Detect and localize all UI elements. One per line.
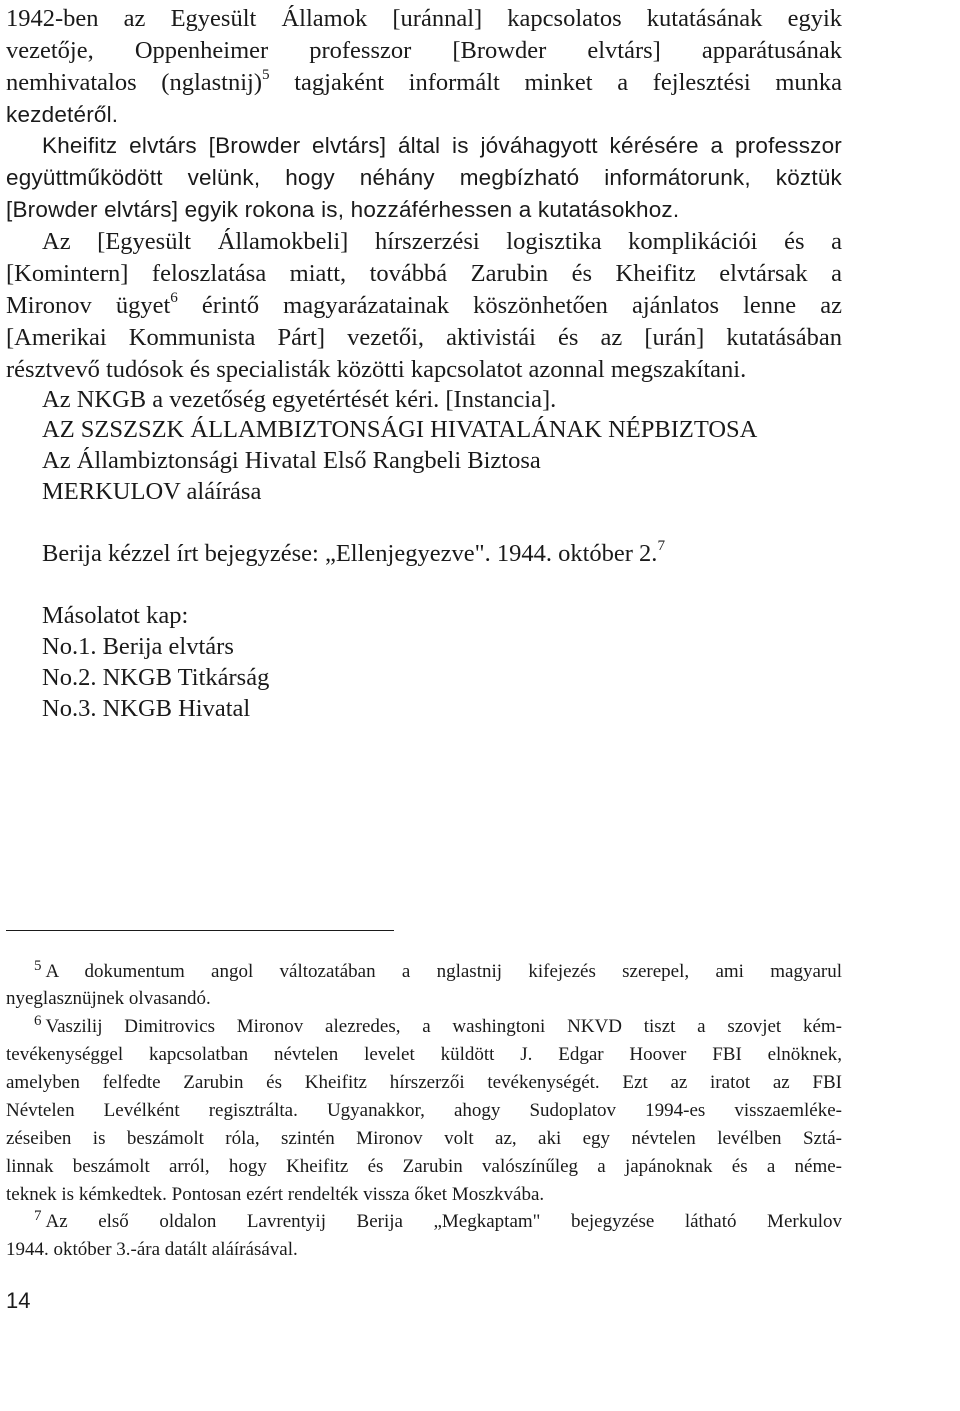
signature-title: AZ SZSZSZK ÁLLAMBIZTONSÁGI HIVATALÁNAK NÉPBIZTOSA xyxy=(42,416,758,443)
footnote-5-marker: 5 xyxy=(34,957,42,974)
footnote-6-line-5: zéseiben is beszámolt róla, szintén Mironov volt az, aki egy névtelen levélben Sztá- xyxy=(6,1128,842,1149)
body-line-9: [Komintern] feloszlatása miatt, továbbá Zarubin és Kheifitz elvtársak a xyxy=(6,260,842,287)
body-line-10 xyxy=(6,290,842,321)
footnote-6-line-7: teknek is kémkedtek. Pontosan ezért rendelték vissza őket Moszkvába. xyxy=(6,1184,545,1205)
body-line-13: Az NKGB a vezetőség egyetértését kéri. [Instancia]. xyxy=(42,386,557,413)
body-line-4: kezdetéről. xyxy=(6,102,119,127)
handwritten-note xyxy=(42,538,878,569)
footnote-6-line-1 xyxy=(34,1013,842,1040)
footnote-5-line-1 xyxy=(34,958,842,985)
body-line-2: vezetője, Oppenheimer professzor [Browder elvtárs] apparátusának xyxy=(6,37,842,64)
body-line-12: résztvevő tudósok és specialisták közötti kapcsolatot azonnal megszakítani. xyxy=(6,356,747,383)
footnote-6-line-3: amelyben felfedte Zarubin és Kheifitz hírszerzői tevékenységét. Ezt az iratot az FBI xyxy=(6,1072,842,1093)
copy-item-2: No.2. NKGB Titkárság xyxy=(42,664,270,691)
signature-position: Az Állambiztonsági Hivatal Első Rangbeli Biztosa xyxy=(42,447,541,474)
footnote-ref-7: 7 xyxy=(657,536,666,554)
footnote-6-line-2: tevékenységgel kapcsolatban névtelen levelet küldött J. Edgar Hoover FBI elnöknek, xyxy=(6,1044,842,1065)
body-line-1: 1942-ben az Egyesült Államok [uránnal] kapcsolatos kutatásának egyik xyxy=(6,5,842,32)
footnote-7-line-1 xyxy=(34,1208,842,1235)
footnote-6-text-1: Vaszilij Dimitrovics Mironov alezredes, a washingtoni NKVD tiszt a szovjet kém- xyxy=(45,1016,842,1037)
body-line-3 xyxy=(6,67,842,98)
body-line-11: [Amerikai Kommunista Párt] vezetői, aktivistái és az [urán] kutatásában xyxy=(6,324,842,351)
body-line-5: Kheifitz elvtárs [Browder elvtárs] által is jóváhagyott kérésére a professzor xyxy=(42,133,842,158)
footnote-7-text-1: Az első oldalon Lavrentyij Berija „Megkaptam" bejegyzése látható Merkulov xyxy=(45,1211,842,1232)
body-line-10-rest: érintő magyarázatainak köszönhetően ajánlatos lenne az xyxy=(177,292,842,319)
body-line-3-text: nemhivatalos (nglastnij) xyxy=(6,69,262,96)
footnote-6-line-4: Névtelen Levélként regisztrálta. Ugyanakkor, ahogy Sudoplatov 1994-es visszaemléke- xyxy=(6,1100,842,1121)
footnote-7-marker: 7 xyxy=(34,1207,42,1224)
body-line-6: együttműködött velünk, hogy néhány megbízható informátorunk, köztük xyxy=(6,165,842,190)
copy-item-1: No.1. Berija elvtárs xyxy=(42,633,234,660)
body-line-3-rest: tagjaként informált minket a fejlesztési munka xyxy=(269,69,843,96)
footnote-divider xyxy=(6,930,394,931)
body-line-8: Az [Egyesült Államokbeli] hírszerzési logisztika komplikációi és a xyxy=(42,228,842,255)
footnote-6-marker: 6 xyxy=(34,1012,42,1029)
body-line-7: [Browder elvtárs] egyik rokona is, hozzáférhessen a kutatásokhoz. xyxy=(6,197,680,222)
copy-item-3: No.3. NKGB Hivatal xyxy=(42,695,251,722)
footnote-ref-6: 6 xyxy=(170,288,178,306)
signature-name: MERKULOV aláírása xyxy=(42,478,262,505)
copy-heading: Másolatot kap: xyxy=(42,602,189,629)
handwritten-note-text: Berija kézzel írt bejegyzése: „Ellenjegyezve". 1944. október 2. xyxy=(42,540,658,567)
footnote-5-line-2: nyeglasznüjnek olvasandó. xyxy=(6,988,211,1009)
footnote-5-text-1: A dokumentum angol változatában a nglastnij kifejezés szerepel, ami magyarul xyxy=(45,961,842,982)
footnote-6-line-6: linnak beszámolt arról, hogy Kheifitz és Zarubin valószínűleg a japánoknak és a néme- xyxy=(6,1156,842,1177)
footnote-7-line-2: 1944. október 3.-ára datált aláírásával. xyxy=(6,1239,298,1260)
body-line-10-text: Mironov ügyet xyxy=(6,292,171,319)
page-number: 14 xyxy=(6,1288,31,1313)
footnote-ref-5: 5 xyxy=(262,65,270,83)
